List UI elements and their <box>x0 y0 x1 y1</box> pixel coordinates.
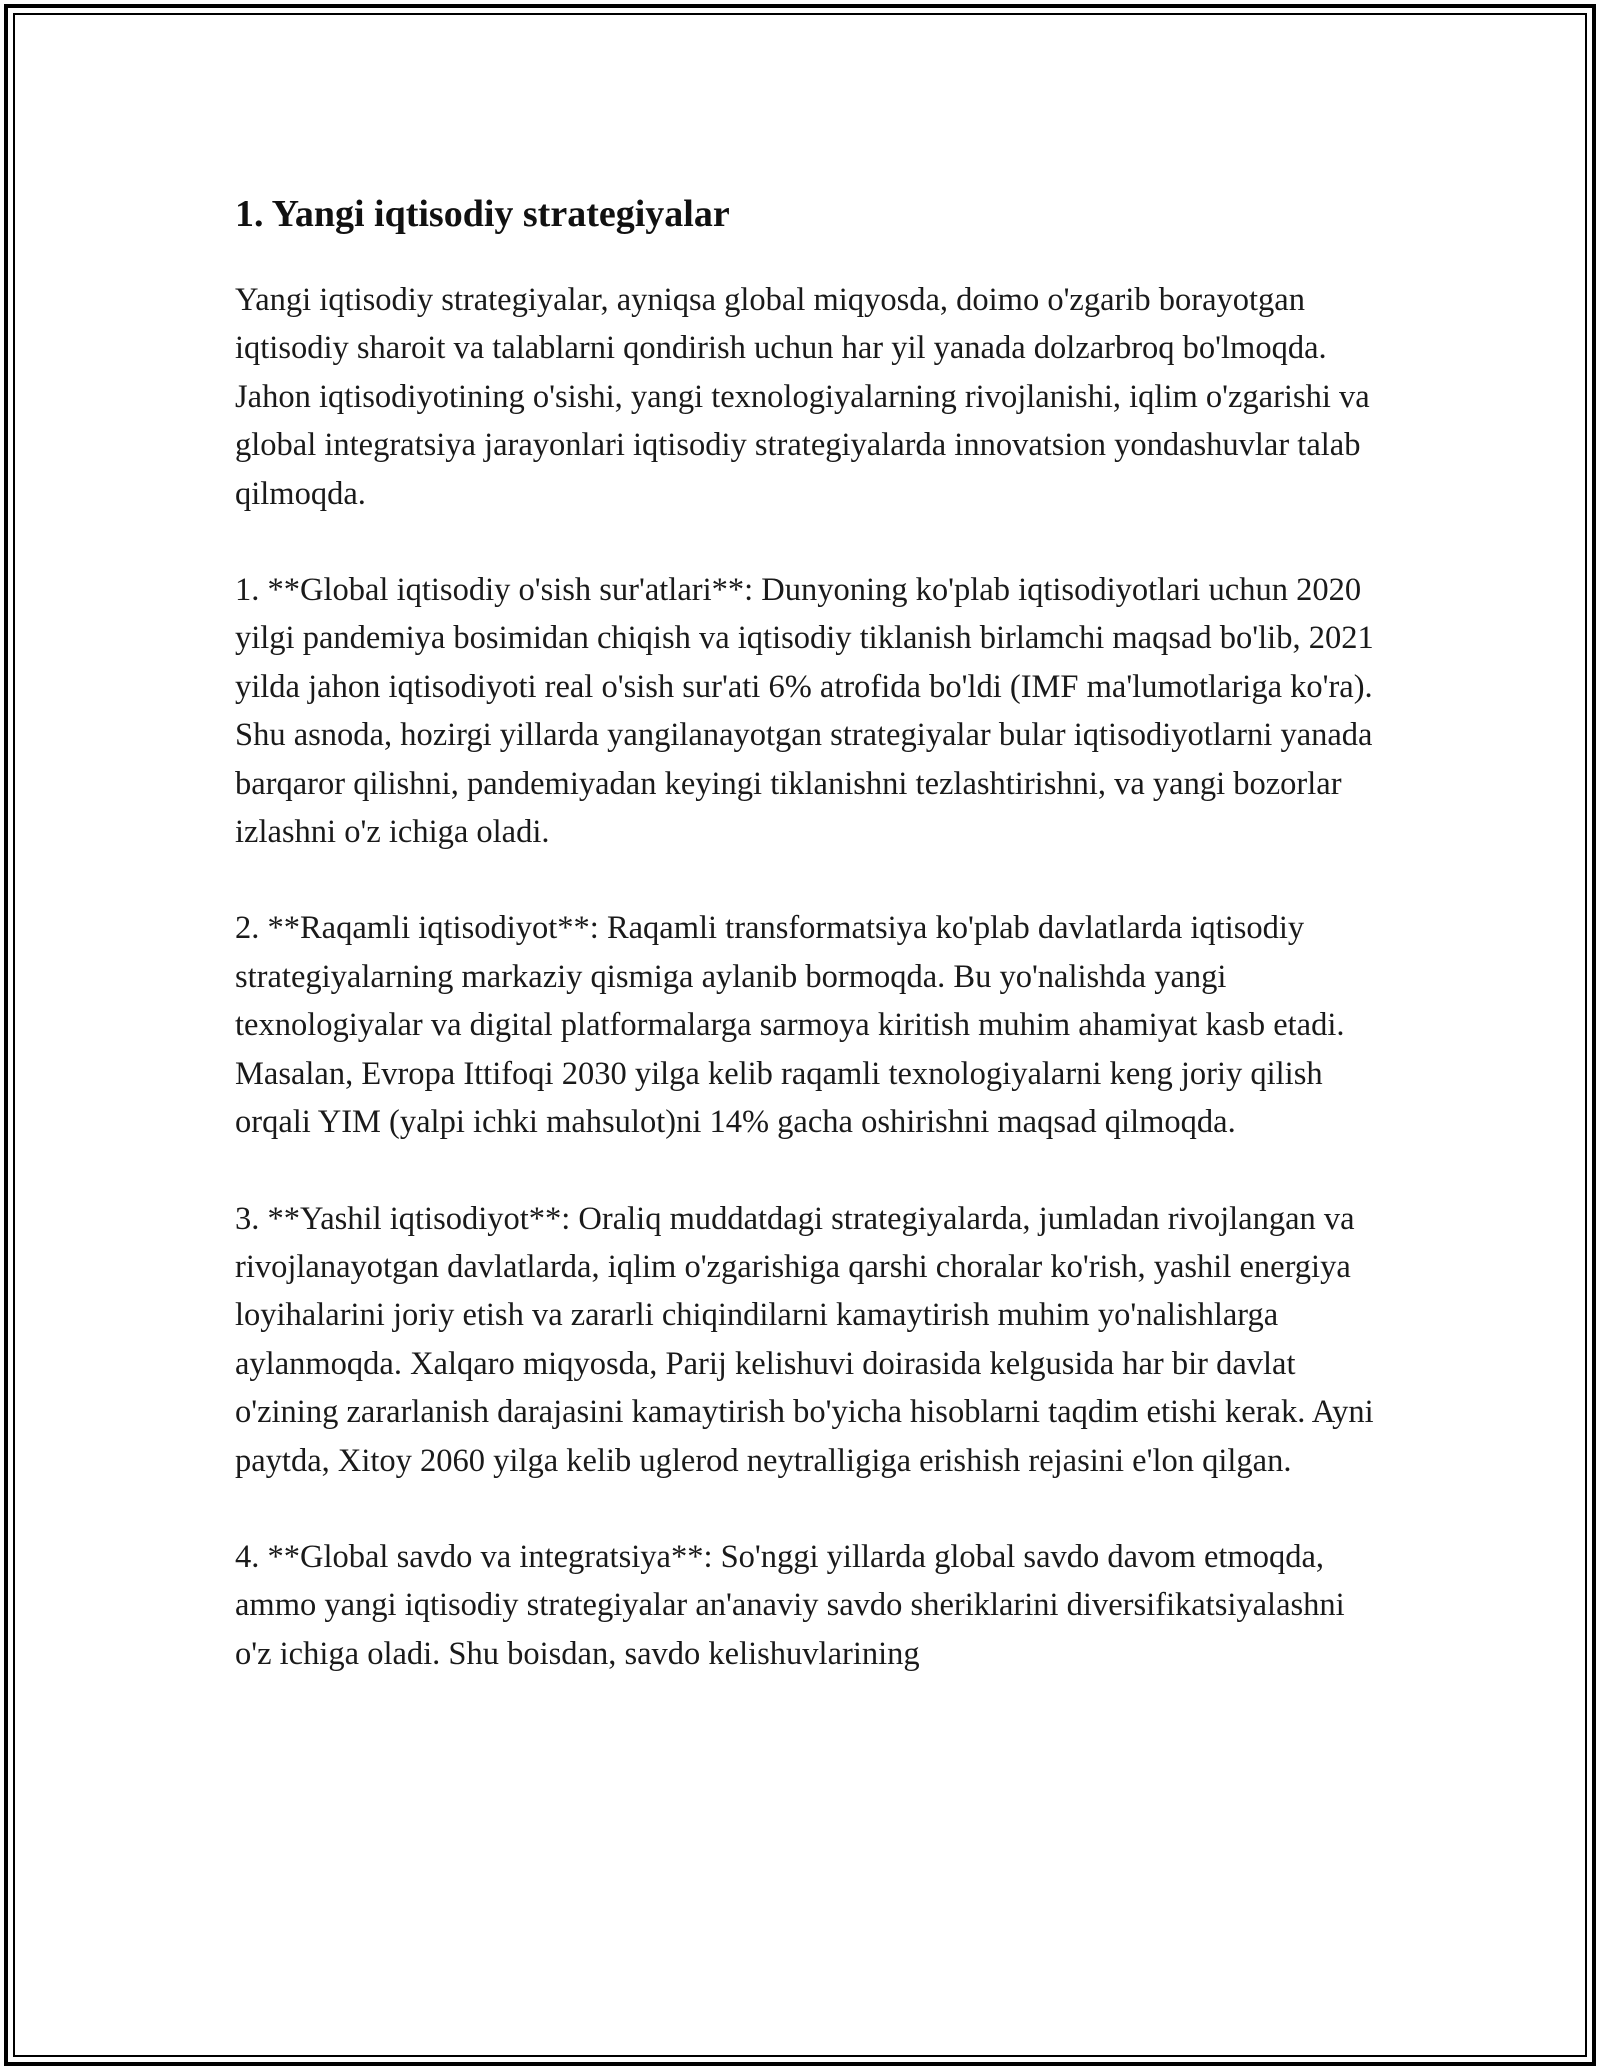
paragraph-global-trade: 4. **Global savdo va integratsiya**: So'nggi yillarda global savdo davom etmoqda, ammo yangi iqtisodiy strategiyalar an'anaviy savdo sheriklarini diversifikatsiyalashni o'z ichiga oladi. Shu boisdan, savdo kelishuvlarining <box>235 1538 1345 1672</box>
paragraph-green-economy: 3. **Yashil iqtisodiyot**: Oraliq muddatdagi strategiyalarda, jumladan rivojlangan va rivojlanayotgan davlatlarda, iqlim o'zgarishiga qarshi choralar ko'rish, yashil energiya loyihalarini joriy etish va zararli chiqindilarni kamaytirish muhim yo'nalishlarga aylanmoqda. Xalqaro miqyosda, Parij kelishuvi doirasida kelgusida har bir davlat o'zining zararlanish darajasini kamaytirish bo'yicha hisoblarni taqdim etishi kerak. Ayni paytda, Xitoy 2060 yilga kelib uglerod neytralligiga erishish rejasini e'lon qilgan. <box>235 1200 1374 1479</box>
paragraph-digital-economy: 2. **Raqamli iqtisodiyot**: Raqamli transformatsiya ko'plab davlatlarda iqtisodiy strategiyalarning markaziy qismiga aylanib bormoqda. Bu yo'nalishda yangi texnologiyalar va digital platformalarga sarmoya kiritish muhim ahamiyat kasb etadi. Masalan, Evropa Ittifoqi 2030 yilga kelib raqamli texnologiyalarni keng joriy qilish orqali YIM (yalpi ichki mahsulot)ni 14% gacha oshirishni maqsad qilmoqda. <box>235 910 1345 1141</box>
paragraph-global-growth: 1. **Global iqtisodiy o'sish sur'atlari**: Dunyoning ko'plab iqtisodiyotlari uchun 2020 yilgi pandemiya bosimidan chiqish va iqtisodiy tiklanish birlamchi maqsad bo'lib, 2021 yilda jahon iqtisodiyoti real o'sish sur'ati 6% atrofida bo'ldi (IMF ma'lumotlariga ko'ra). Shu asnoda, hozirgi yillarda yangilanayotgan strategiyalar bular iqtisodiyotlarni yanada barqaror qilishni, pandemiyadan keyingi tiklanishni tezlashtirishni, va yangi bozorlar izlashni o'z ichiga oladi. <box>235 572 1374 851</box>
intro-paragraph: Yangi iqtisodiy strategiyalar, ayniqsa global miqyosda, doimo o'zgarib borayotgan iqtisodiy sharoit va talablarni qondirish uchun har yil yanada dolzarbroq bo'lmoqda. Jahon iqtisodiyotining o'sishi, yangi texnologiyalarning rivojlanishi, iqlim o'zgarishi va global integratsiya jarayonlari iqtisodiy strategiyalarda innovatsion yondashuvlar talab qilmoqda. <box>235 282 1370 512</box>
section-heading: 1. Yangi iqtisodiy strategiyalar <box>235 193 730 235</box>
document-body <box>235 186 1385 1726</box>
